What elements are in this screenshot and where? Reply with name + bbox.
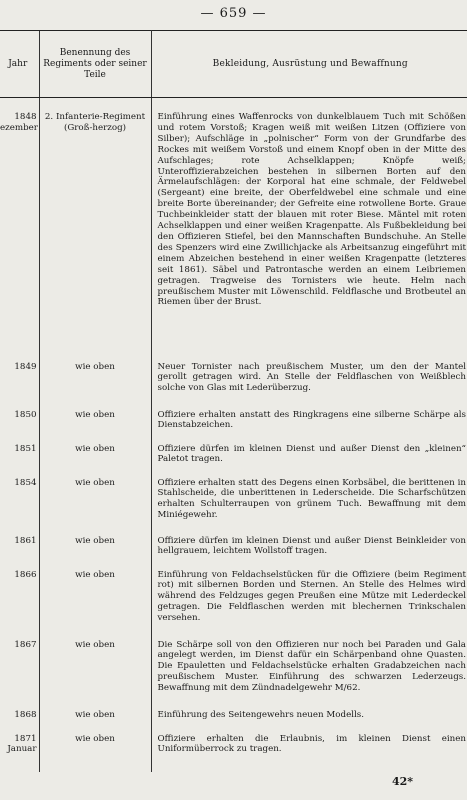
row-year: 1854 <box>14 477 37 488</box>
header-year: Jahr <box>0 31 39 98</box>
row-regiment: wie oben <box>39 360 151 408</box>
signature-mark: 42* <box>392 775 414 788</box>
row-year: 1861 <box>14 535 37 546</box>
row-regiment: wie oben <box>39 732 151 772</box>
row-regiment: wie oben <box>39 638 151 708</box>
table-row <box>0 98 467 360</box>
row-year: 1851 <box>14 443 37 454</box>
row-description: Offiziere dürfen im kleinen Dienst und außer Dienst Beinkleider von hellgrauem, leichtem Wollstoff tragen. <box>157 535 466 557</box>
row-regiment: wie oben <box>39 568 151 638</box>
row-description: Offiziere erhalten die Erlaubnis, im kleinen Dienst einen Uniformüberrock zu tragen. <box>157 733 466 755</box>
row-regiment: wie oben <box>39 476 151 534</box>
row-year: 1866 <box>14 569 37 580</box>
row-year: 1849 <box>14 361 37 372</box>
table-row <box>0 708 467 732</box>
row-description: Offiziere dürfen im kleinen Dienst und außer Dienst den „kleinen“ Paletot tragen. <box>157 443 466 465</box>
table-row <box>0 568 467 638</box>
table-row <box>0 732 467 772</box>
row-description: Neuer Tornister nach preußischem Muster, um den der Mantel gerollt getragen wird. An Stelle der Feldflaschen von Weißblech solche von Glas mit Lederüberzug. <box>157 361 466 394</box>
row-description: Einführung eines Waffenrocks von dunkelblauem Tuch mit Schößen und rotem Vorstoß; Kragen weiß mit weißen Litzen (Offiziere von Silber); Aufschläge in „polnischer“ Form von der Grundfarbe des Rockes mit weißem Vorstoß und einem Knopf oben in der Mitte des Aufschlages; rote Achselklappen; Knöpfe weiß; Unteroffizierabzeichen bestehen in silbernen Borten auf den Ärmelaufschlägen: der Korporal hat eine schmale, der Feldwebel (Sergeant) eine breite, der Oberfeldwebel eine schmale und eine breite Borte übereinander; der Gefreite eine rotwollene Borte. Graue Tuchbeinkleider statt der blauen mit roter Biese. Mäntel mit roten Achselklappen und einer weißen Kragenpatte. Als Fußbekleidung bei den Offizieren Stiefel, bei den Mannschaften Bundschuhe. An Stelle des Spenzers wird eine Zwillichjacke als Arbeitsanzug eingeführt mit einem Abzeichen bestehend in einer weißen Kragenpatte (letzteres seit 1861). Säbel und Patrontasche werden an einem Leibriemen getragen. Tragweise des Tornisters wie heute. Helm nach preußischem Muster mit Löwenschild. Feldflasche und Brotbeutel an Riemen über der Brust. <box>157 112 466 308</box>
header-uniform: Bekleidung, Ausrüstung und Bewaffnung <box>151 31 467 98</box>
table-row <box>0 408 467 442</box>
header-regiment: Benennung des Regiments oder seiner Teile <box>39 31 151 98</box>
table-row <box>0 442 467 476</box>
row-description: Die Schärpe soll von den Offizieren nur noch bei Paraden und Gala angelegt werden, im Dienst dafür ein Schärpenband ohne Quasten. Die Epauletten und Feldachselstücke erhalten Gradabzeichen nach preußischem Muster. Einführung des schwarzen Lederzeugs. Bewaffnung mit dem Zündnadelgewehr M/62. <box>157 639 466 694</box>
table-row <box>0 638 467 708</box>
table-row <box>0 476 467 534</box>
row-year: 1871 Januar <box>7 733 37 755</box>
row-description: Einführung des Seitengewehrs neuen Modells. <box>157 709 364 720</box>
row-regiment: wie oben <box>39 442 151 476</box>
row-year: 1848 ezember <box>0 112 38 133</box>
row-description: Offiziere erhalten statt des Degens einen Korbsäbel, die berittenen in Stahlscheide, die unberittenen in Lederscheide. Die Scharfschützen erhalten Schulterraupen von grünem Tuch. Bewaffnung mit dem Miniégewehr. <box>157 477 466 521</box>
row-year: 1850 <box>14 409 37 420</box>
table-row <box>0 360 467 408</box>
row-regiment: wie oben <box>39 534 151 568</box>
row-description: Offiziere erhalten anstatt des Ringkragens eine silberne Schärpe als Dienstabzeichen. <box>157 409 466 431</box>
row-year: 1868 <box>14 709 37 720</box>
table-row <box>0 534 467 568</box>
table-header-row <box>0 31 467 98</box>
row-year: 1867 <box>14 639 37 650</box>
row-regiment: wie oben <box>39 408 151 442</box>
page-number: — 659 — <box>200 6 267 21</box>
row-regiment: 2. Infanterie-Regiment (Groß-herzog) <box>39 98 151 360</box>
row-description: Einführung von Feldachselstücken für die Offiziere (beim Regiment rot) mit silbernen Borden und Sternen. An Stelle des Helmes wird während des Feldzuges gegen Preußen eine Mütze mit Lederdeckel getragen. Die Feldflaschen werden mit blechernen Trinkschalen versehen. <box>157 569 466 624</box>
row-regiment: wie oben <box>39 708 151 732</box>
uniform-history-table <box>0 30 467 772</box>
